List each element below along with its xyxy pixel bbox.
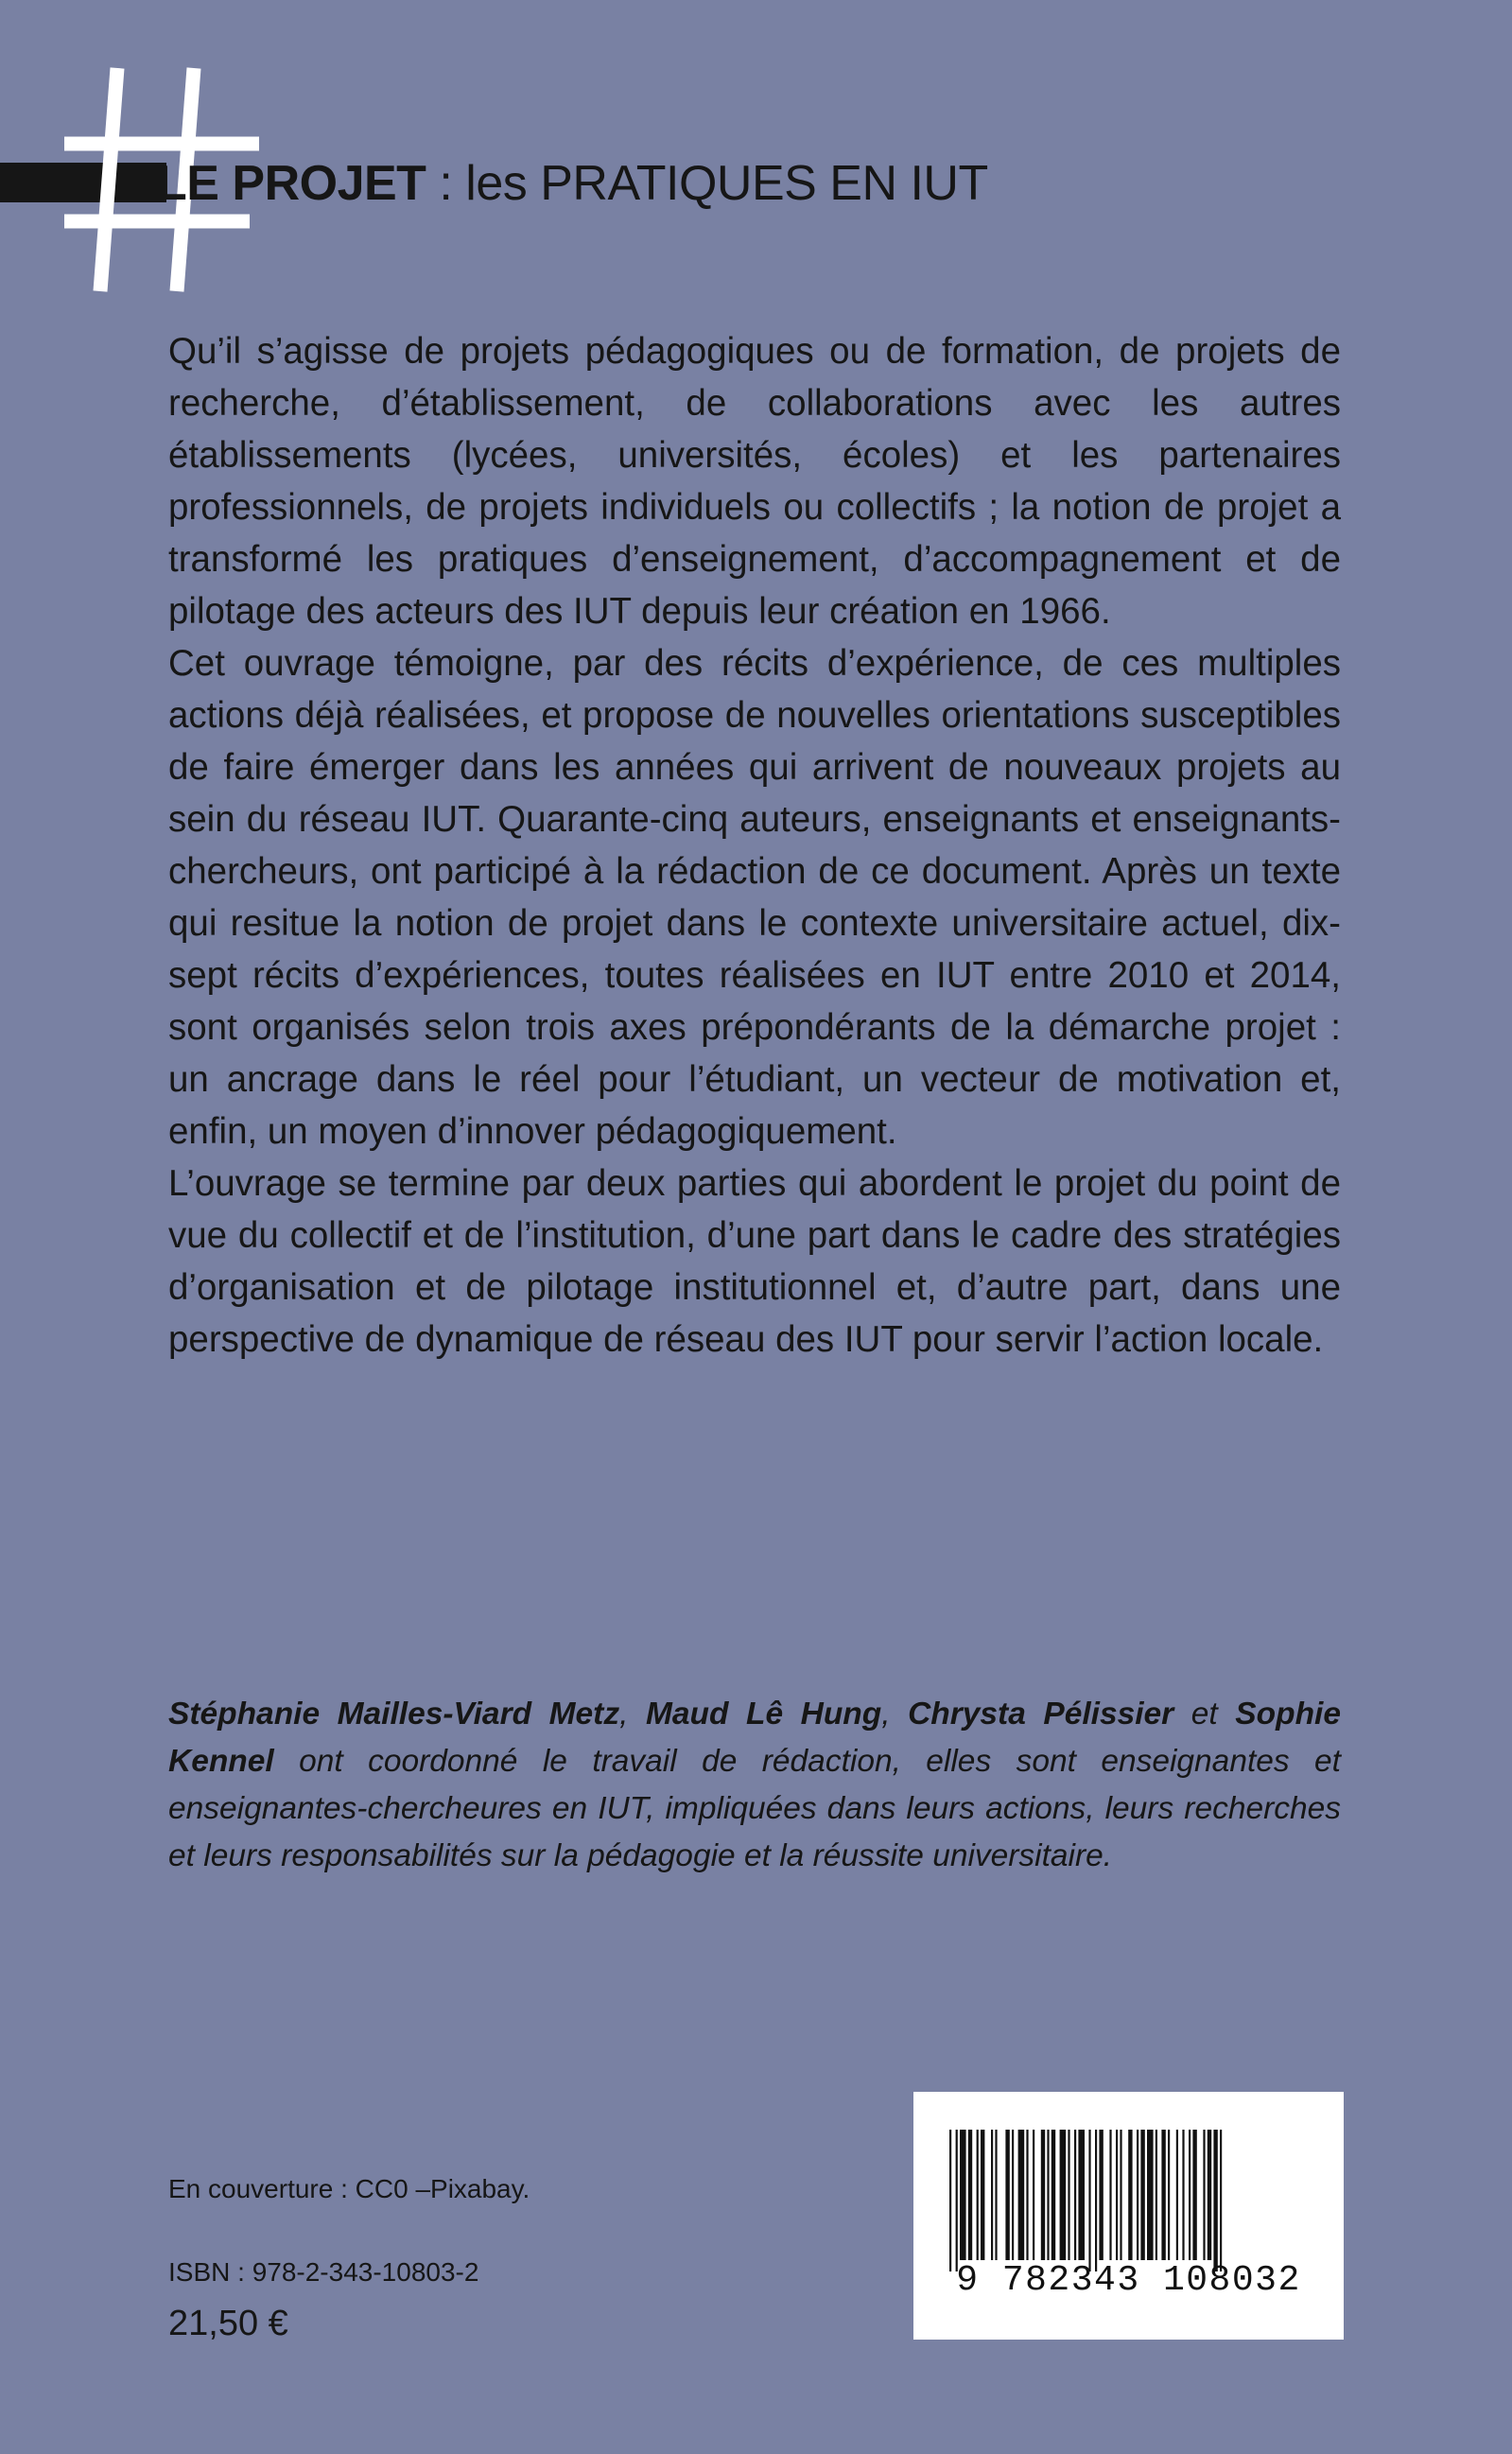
barcode-bar (949, 2130, 951, 2271)
barcode-bar (1041, 2130, 1045, 2260)
barcode-bar (1026, 2130, 1028, 2260)
barcode-bar (1168, 2130, 1170, 2260)
summary-text (168, 325, 1341, 1366)
barcode-bar (960, 2130, 966, 2260)
barcode-bar (1137, 2130, 1138, 2260)
barcode-bar (1182, 2130, 1184, 2260)
price: 21,50 € (168, 2304, 288, 2343)
summary-paragraph-1: Qu’il s’agisse de projets pédagogiques ou de formation, de projets de recherche, d’établissement, de collaborations avec les autres établissements (lycées, universités, écoles) et les partenaires professionnels, de projets individuels ou collectifs ; la notion de projet a transformé les pratiques d’enseignement, d’accompagnement et de pilotage des acteurs des IUT depuis leur création en 1966. (168, 331, 1341, 632)
barcode-icon (913, 2092, 1344, 2340)
barcode-bar (1099, 2130, 1103, 2260)
isbn: ISBN : 978-2-343-10803-2 (168, 2257, 479, 2287)
author-name: Stéphanie Mailles-Viard Metz (168, 1697, 620, 1732)
barcode-bar (1192, 2130, 1196, 2260)
barcode-bar (1156, 2130, 1157, 2260)
author-name: Chrysta Pélissier (908, 1697, 1174, 1732)
barcode-digits: 9 782343 108032 (956, 2260, 1301, 2301)
barcode-bar (977, 2130, 979, 2260)
barcode-bar (1060, 2130, 1067, 2260)
barcode-bar (1095, 2130, 1097, 2271)
author-separator: , (619, 1697, 646, 1732)
title-bold: LE PROJET (157, 156, 426, 211)
barcode-bar (1078, 2130, 1085, 2260)
barcode-bar (1088, 2130, 1090, 2271)
barcode-bar (1051, 2130, 1055, 2260)
barcode-bar (1140, 2130, 1144, 2260)
barcode-bar (1116, 2130, 1118, 2260)
summary-paragraph-2: Cet ouvrage témoigne, par des récits d’expérience, de ces multiples actions déjà réalisées, et propose de nouvelles orientations susceptibles de faire émerger dans les années qui arrivent de nouveaux projets au sein du réseau IUT. Quarante-cinq auteurs, enseignants et enseignants-chercheurs, ont participé à la rédaction de ce document. Après un texte qui resitue la notion de projet dans le contexte universitaire actuel, dix-sept récits d’expériences, toutes réalisées en IUT entre 2010 et 2014, sont organisés selon trois axes prépondérants de la démarche projet : un ancrage dans le réel pour l’étudiant, un vecteur de motivation et, enfin, un moyen d’innover pédagogiquement. (168, 643, 1341, 1152)
barcode-bar (1109, 2130, 1111, 2260)
barcode-bar (1161, 2130, 1165, 2260)
barcode-bar (1074, 2130, 1076, 2260)
page-title (157, 149, 988, 218)
barcode-bar (1213, 2130, 1217, 2271)
barcode-bar (1068, 2130, 1069, 2260)
barcode-bar (1147, 2130, 1154, 2260)
author-separator: et (1173, 1697, 1236, 1732)
author-name: Maud Lê Hung (645, 1697, 882, 1732)
summary-paragraph-3: L’ouvrage se termine par deux parties qui abordent le projet du point de vue du collectif et de l’institution, d’une part dans le cadre des stratégies d’organisation et de pilotage institutionnel et, d’autre part, dans une perspective de dynamique de réseau des IUT pour servir l’action locale. (168, 1163, 1341, 1360)
barcode-bar (1012, 2130, 1014, 2260)
barcode-bar (1203, 2130, 1205, 2260)
author-name: Sophie Kennel (168, 1697, 1341, 1779)
barcode-bar (1018, 2130, 1025, 2260)
barcode (913, 2092, 1344, 2340)
barcode-bar (981, 2130, 984, 2260)
barcode-bar (1120, 2130, 1121, 2260)
barcode-bar (968, 2130, 972, 2260)
barcode-bar (1189, 2130, 1190, 2260)
barcode-bar (1220, 2130, 1222, 2271)
barcode-bar (956, 2130, 958, 2271)
title-rest: : les PRATIQUES EN IUT (426, 156, 988, 211)
barcode-bar (1208, 2130, 1211, 2260)
authors-description: ont coordonné le travail de rédaction, elles sont enseignantes et enseignantes-chercheures en IUT, impliquées dans leurs actions, leurs recherches et leurs responsabilités sur la pédagogie et la réussite universitaire. (168, 1744, 1341, 1873)
barcode-bar (995, 2130, 997, 2260)
barcode-bar (1033, 2130, 1034, 2260)
barcode-bar (1128, 2130, 1132, 2260)
cover-credit: En couverture : CC0 –Pixabay. (168, 2174, 530, 2203)
barcode-bar (1005, 2130, 1009, 2260)
barcode-bar (991, 2130, 993, 2260)
barcode-bar (1047, 2130, 1049, 2260)
barcode-bar (1176, 2130, 1178, 2260)
author-separator: , (881, 1697, 909, 1732)
authors-bio (168, 1691, 1341, 1880)
